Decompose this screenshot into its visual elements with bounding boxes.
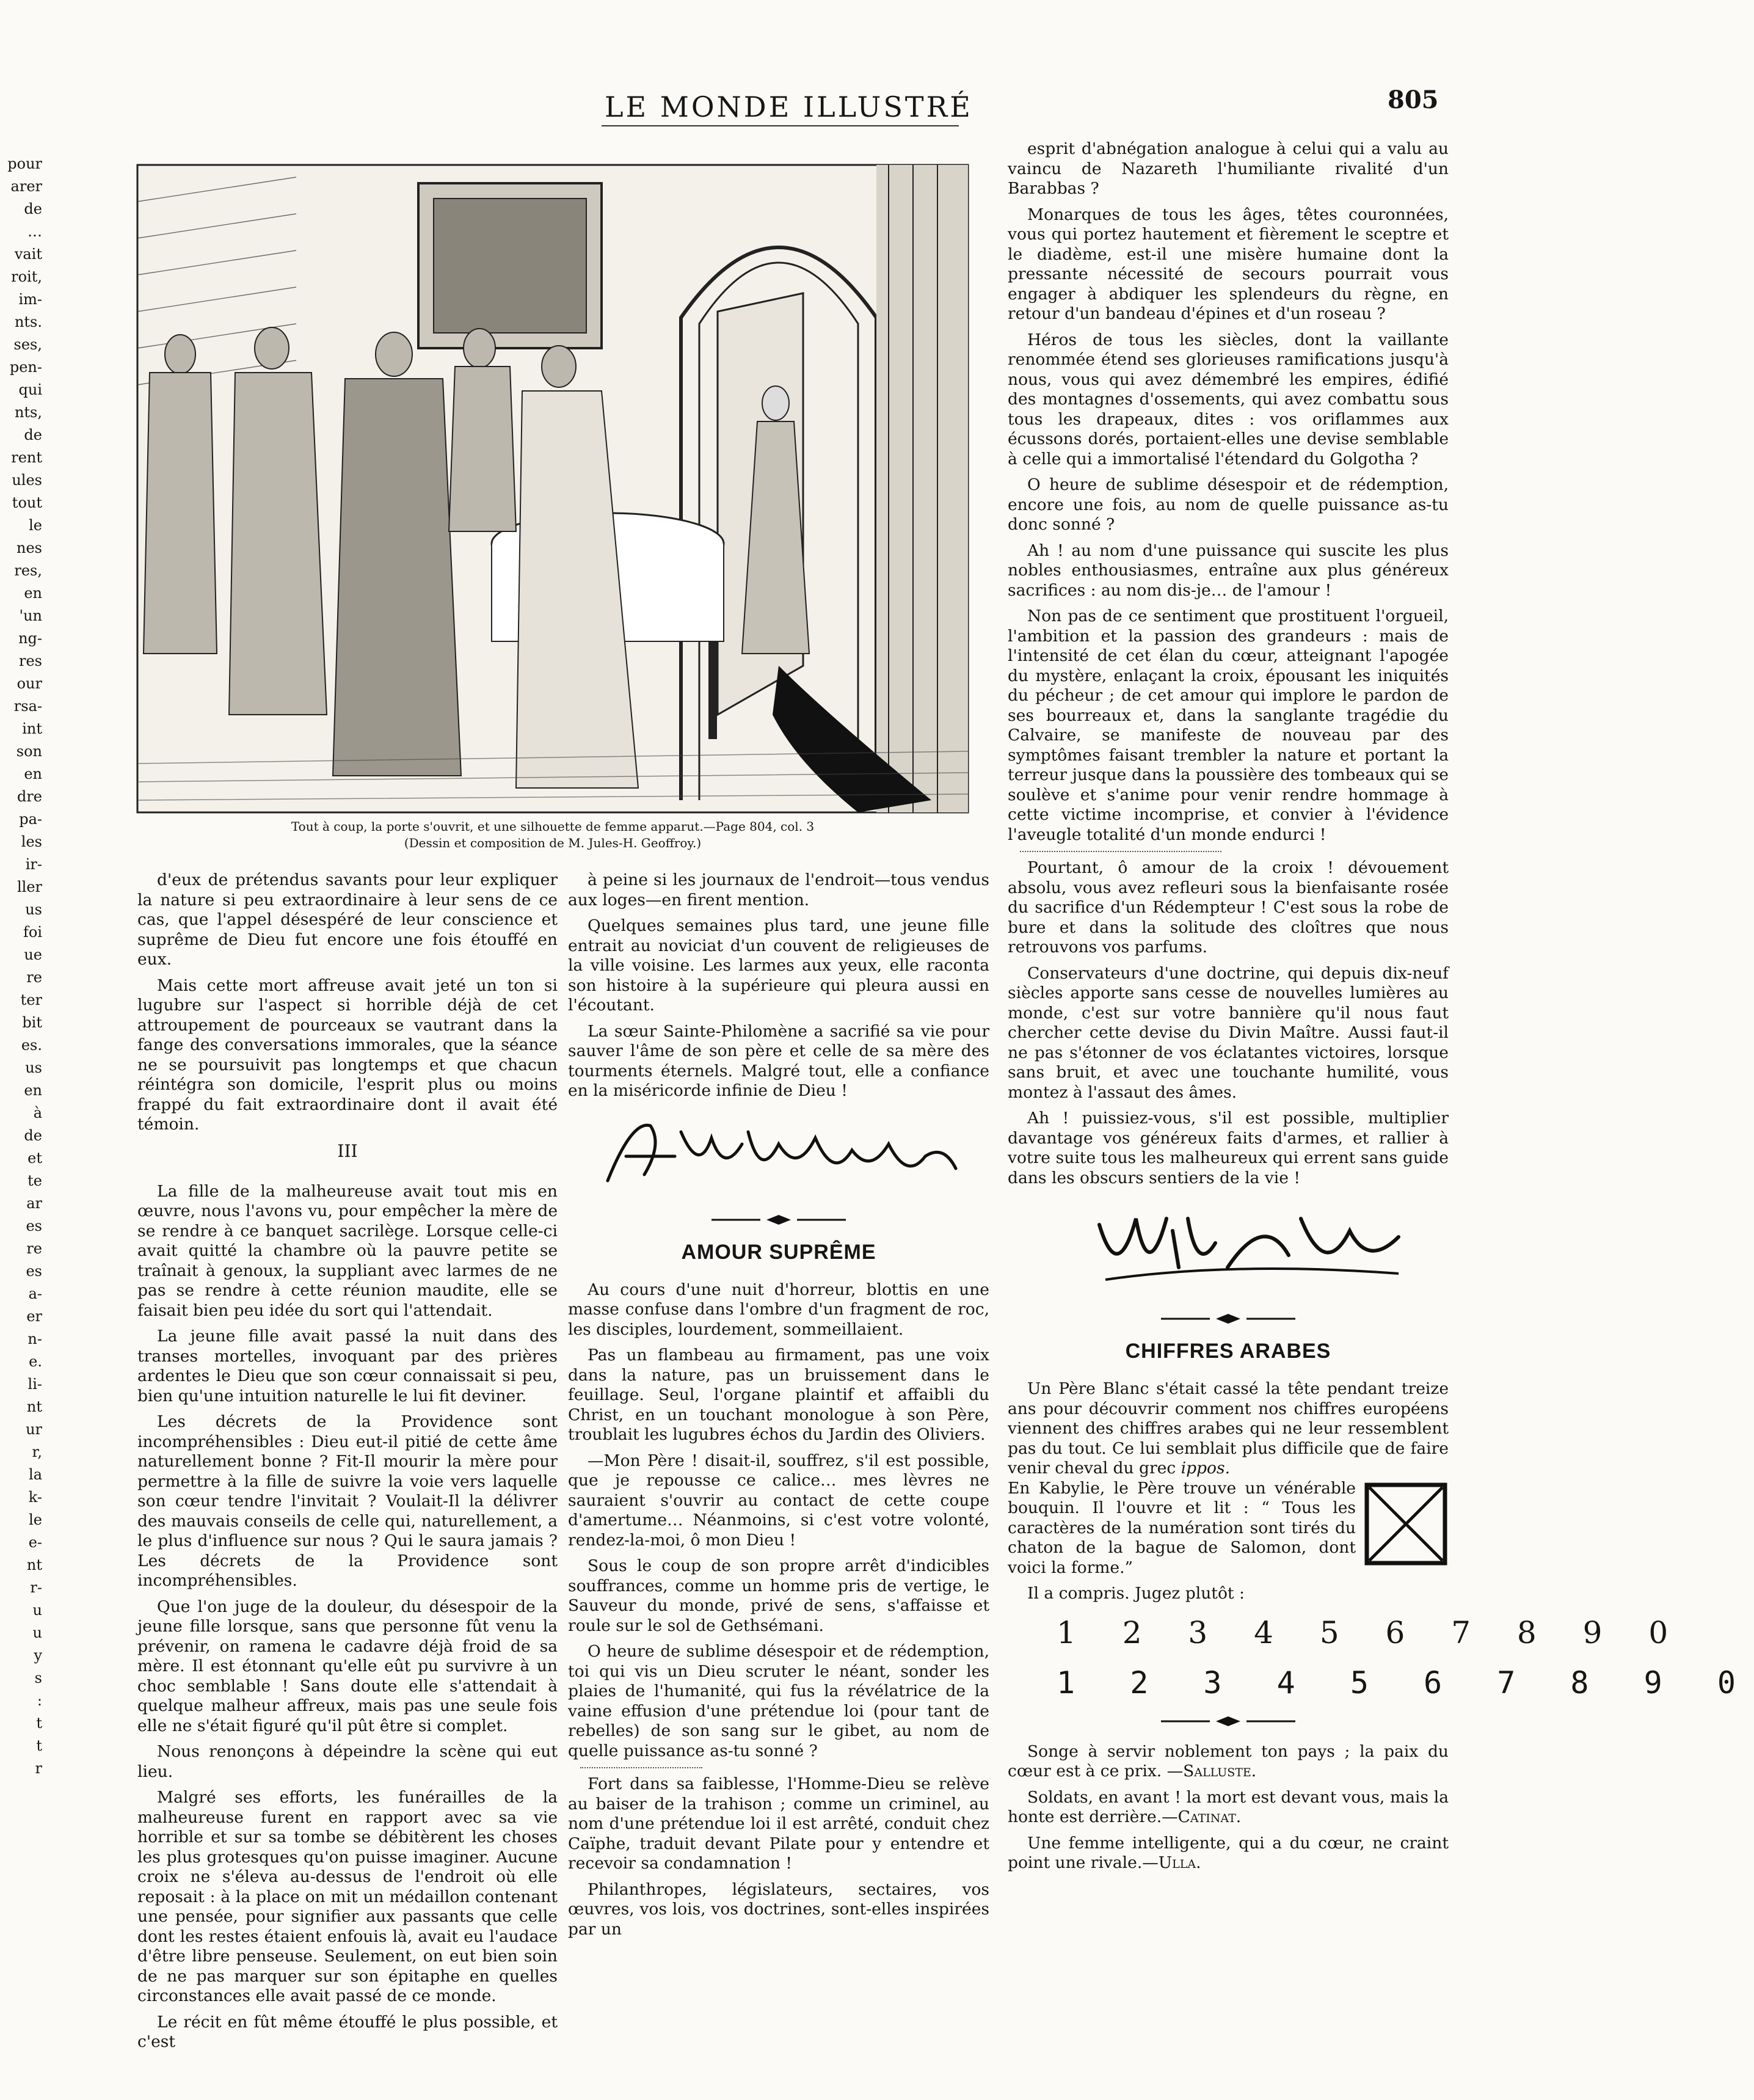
edge-fragment: re — [26, 969, 42, 986]
edge-fragment: r- — [30, 1579, 42, 1596]
edge-fragment: à — [33, 1104, 42, 1121]
paragraph: Les décrets de la Providence sont incompréhensibles : Dieu eut-il pitié de cette âme naturellement bonne ? Fit-Il mourir la mère pour permettre à la fille de suivre la voie vers laquelle son cœur tendre l'invitait ? Voulait-Il la délivrer des mauvais conseils de celle qui, naturellement, a le plus d'influence sur nous ? Qui le saura jamais ? Les décrets de la Providence sont incompréhensibles. — [137, 1412, 558, 1590]
edge-fragment: res, — [14, 562, 42, 579]
engraving-image — [137, 165, 968, 812]
col2-paragraphs-c — [568, 1774, 989, 1939]
edge-fragment: de — [24, 1127, 42, 1144]
illustration-caption — [137, 818, 968, 851]
edge-fragment: nts, — [14, 404, 42, 421]
dotted-rule — [580, 1767, 702, 1768]
edge-fragment: son — [16, 743, 42, 760]
column-1 — [137, 870, 558, 2058]
paragraph: Ah ! puissiez-vous, s'il est possible, multiplier davantage vos généreux faits d'armes, et rallier à votre suite tous les malheureux qui errent sans guide dans les obscurs sentiers de la vie ! — [1008, 1109, 1449, 1187]
paragraph: Malgré ses efforts, les funérailles de la malheureuse furent en rapport avec sa vie horrible et sur sa tombe se débitèrent les choses les plus grotesques qu'on puisse imaginer. Aucune croix ne s'éleva au-dessus de l'endroit où elle reposait : à la place on mit un médaillon contenant une pensée, pour signifier aux passants que celle dont les restes étaient enfouis là, avait eu l'audace d'être libre penseuse. Seulement, on eut bien soin de ne pas marquer sur son épitaphe en quelles circonstances elle avait passé de ce monde. — [137, 1788, 558, 2005]
paragraph: Conservateurs d'une doctrine, qui depuis dix-neuf siècles apporte sans cesse de nouvelles lumières au monde, c'est sur votre bannière qu'il nous faut chercher cette devise du Divin Maître. Aussi faut-il ne pas s'étonner de vos éclatantes victoires, lorsque sans bruit, et avec une touchante humilité, vous montez à l'assaut des âmes. — [1008, 963, 1449, 1102]
edge-fragment: les — [21, 833, 42, 850]
edge-fragment: rsa- — [13, 698, 42, 715]
edge-fragment: n- — [27, 1330, 42, 1347]
heading-chiffres-arabes: CHIFFRES ARABES — [1125, 1340, 1331, 1363]
edge-fragment: r, — [32, 1443, 42, 1460]
edge-fragment: qui — [18, 381, 42, 398]
edge-fragment: ir- — [25, 856, 42, 873]
paragraph: Le récit en fût même étouffé le plus possible, et c'est — [137, 2012, 558, 2051]
signature-locat — [1081, 1194, 1423, 1298]
edge-fragment: ar — [26, 1195, 42, 1212]
edge-fragment: la — [29, 1466, 42, 1483]
digits-row-1: 1 2 3 4 5 6 7 8 9 0 — [1057, 1614, 1687, 1650]
maxim-author: Ulla. — [1158, 1853, 1201, 1872]
paragraph: Monarques de tous les âges, têtes couronnées, vous qui portez hautement et fièrement le sceptre et le diadème, est-il une misère humaine dont la pressante nécessité de secours pourrait vous engager à abdiquer les splendeurs du règne, en retour d'un bandeau d'épines et d'un roseau ? — [1008, 205, 1449, 323]
edge-fragment: : — [37, 1692, 42, 1709]
arabes-paragraph-2: Il a compris. Jugez plutôt : — [1027, 1584, 1245, 1603]
edge-fragment: pour — [7, 155, 42, 172]
paragraph: La jeune fille avait passé la nuit dans des transes mortelles, invoquant par des prières ardentes le Dieu que son cœur connaissait si peu, bien qu'une intuition naturelle le lui fit deviner. — [137, 1327, 558, 1405]
paragraph: La fille de la malheureuse avait tout mis en œuvre, nous l'avons vu, pour empêcher la mère de se rendre à ce banquet sacrilège. Lorsque celle-ci avait quitté la chambre où la pauvre petite se traînait à genoux, la suppliant avec larmes de ne pas se rendre à cette réunion maudite, elle se faisait bien peu idée du sort qui l'attendait. — [137, 1181, 558, 1320]
edge-fragment: vait — [14, 246, 42, 263]
paragraph: Héros de tous les siècles, dont la vaillante renommée étend ses glorieuses ramifications jusqu'à nous, vous qui avez démembré les empires, édifié des montagnes d'ossements, qui avez combattu sous tous les drapeaux, dites : vos oriflammes aux écussons dorés, portaient-elles une devise semblable à celle qui a immortalisé l'étendard du Golgotha ? — [1008, 330, 1449, 468]
ornament-divider — [1161, 1313, 1295, 1325]
caption-line-1: Tout à coup, la porte s'ouvrit, et une silhouette de femme apparut.—Page 804, col. 3 — [291, 819, 815, 834]
paragraph: à peine si les journaux de l'endroit—tous vendus aux loges—en firent mention. — [568, 870, 989, 910]
edge-fragment: y — [34, 1647, 42, 1664]
edge-fragment: en — [24, 585, 42, 602]
edge-fragment: u — [32, 1602, 42, 1619]
paragraph: Pas un flambeau au firmament, pas une voix dans la nature, pas un bruissement dans le feuillage. Seul, l'organe plaintif et affaibli du Christ, en un touchant monologue à son Père, troublait les lugubres échos du Jardin des Oliviers. — [568, 1346, 989, 1444]
edge-fragment: k- — [28, 1489, 42, 1506]
edge-fragment: t — [36, 1737, 42, 1754]
edge-fragment: ter — [20, 991, 42, 1008]
edge-fragment: ue — [24, 946, 42, 963]
edge-fragment: r — [35, 1760, 42, 1777]
edge-fragment: im- — [18, 291, 42, 308]
paragraph: O heure de sublime désespoir et de rédemption, toi qui vis un Dieu scruter le néant, sonder les plaies de l'humanité, qui fus la révélatrice de la vaine effusion d'une prétendue loi (pour tant de rebelles) de son sang sur le gibet, au nom de quelle puissance as-tu sonné ? — [568, 1642, 989, 1760]
col1-paragraphs-b — [137, 1182, 558, 2052]
caption-line-2: (Dessin et composition de M. Jules-H. Geoffroy.) — [404, 836, 702, 850]
edge-fragment: us — [25, 1059, 42, 1076]
edge-fragment: pa- — [19, 811, 42, 828]
edge-fragment: a- — [28, 1285, 42, 1302]
edge-fragment: nt — [26, 1556, 42, 1573]
paragraph: Philanthropes, législateurs, sectaires, vos œuvres, vos lois, vos doctrines, sont-elles inspirées par un — [568, 1879, 989, 1939]
edge-fragment: nts. — [14, 313, 42, 330]
column-3 — [1008, 139, 1754, 1879]
page-header — [0, 0, 1507, 134]
section-number: III — [337, 1140, 358, 1161]
edge-fragment: es — [26, 1217, 42, 1234]
left-edge-fragments — [0, 153, 46, 1924]
illustration — [137, 165, 968, 812]
edge-fragment: ules — [12, 472, 42, 489]
heading-amour-supreme: AMOUR SUPRÊME — [681, 1240, 876, 1264]
edge-fragment: roit, — [11, 268, 42, 285]
paragraph: Fort dans sa faiblesse, l'Homme-Dieu se relève au baiser de la trahison ; comme un criminel, au nom d'une prétendue loi il est arrêté, conduit chez Caïphe, traduit devant Pilate pour y entendre et recevoir sa condamnation ! — [568, 1774, 989, 1873]
arabes-paragraph-1b: En Kabylie, le Père trouve un vénérable bouquin. Il l'ouvre et lit : “ Tous les caractères de la numération sont tirés du chaton de la bague de Salomon, dont voici la forme.” — [1008, 1478, 1356, 1577]
edge-fragment: … — [27, 223, 42, 240]
edge-fragment: te — [27, 1172, 42, 1189]
edge-fragment: our — [16, 675, 42, 692]
column-2 — [568, 870, 989, 1945]
paragraph: esprit d'abnégation analogue à celui qui a valu au vaincu de Nazareth l'humiliante rivalité d'un Barabbas ? — [1008, 139, 1449, 198]
edge-fragment: rent — [11, 449, 42, 466]
dotted-rule — [1020, 851, 1221, 852]
paragraph: Sous le coup de son propre arrêt d'indicibles souffrances, comme un homme pris de vertige, le Sauveur du monde, privé de sens, s'affaisse et roule sur le sol de Gethsémani. — [568, 1556, 989, 1635]
edge-fragment: en — [24, 765, 42, 782]
edge-fragment: nes — [16, 539, 42, 556]
edge-fragment: es. — [21, 1037, 42, 1054]
edge-fragment: 'un — [19, 607, 42, 624]
paragraph: La sœur Sainte-Philomène a sacrifié sa vie pour sauver l'âme de son père et celle de sa mère des tourments éternels. Malgré tout, elle a confiance en la miséricorde infinie de Dieu ! — [568, 1021, 989, 1100]
edge-fragment: et — [27, 1150, 42, 1167]
edge-fragment: us — [25, 901, 42, 918]
edge-fragment: ses, — [13, 336, 42, 353]
edge-fragment: e- — [28, 1534, 42, 1551]
edge-fragment: de — [24, 426, 42, 443]
edge-fragment: en — [24, 1082, 42, 1099]
maxim: Soldats, en avant ! la mort est devant vous, mais la honte est derrière.—Catinat. — [1008, 1787, 1449, 1826]
edge-fragment: t — [36, 1715, 42, 1732]
digits-row-2: 1 2 3 4 5 6 7 8 9 0 — [1057, 1664, 1754, 1701]
edge-fragment: er — [26, 1308, 42, 1325]
edge-fragment: int — [22, 720, 42, 737]
ornament-divider — [711, 1214, 846, 1226]
paragraph: Ah ! au nom d'une puissance qui suscite les plus nobles enthousiasmes, entraîne aux plus généreux sacrifices : au nom dis-je… de l'amour ! — [1008, 541, 1449, 600]
col2-paragraphs-a — [568, 870, 989, 1101]
maxim: Une femme intelligente, qui a du cœur, ne craint point une rivale.—Ulla. — [1008, 1833, 1449, 1872]
paragraph: Mais cette mort affreuse avait jeté un ton si lugubre sur l'aspect si horrible déjà de cet attroupement de pourceaux se vautrant dans la fange des conversations immorales, que la séance ne se poursuivit pas longtemps et que chacun réintégra son domicile, l'esprit plus ou moins frappé du fait extraordinaire dont il avait été témoin. — [137, 975, 558, 1134]
edge-fragment: dre — [16, 788, 42, 805]
header-rule — [602, 125, 959, 126]
paragraph: Au cours d'une nuit d'horreur, blottis en une masse confuse dans l'ombre d'un fragment de roc, les disciples, lourdement, sommeillaient. — [568, 1280, 989, 1339]
maxim-author: Salluste. — [1183, 1762, 1257, 1781]
edge-fragment: e. — [29, 1353, 42, 1370]
maxim: Songe à servir noblement ton pays ; la paix du cœur est à ce prix. —Salluste. — [1008, 1741, 1449, 1781]
paragraph: Nous renonçons à dépeindre la scène qui eut lieu. — [137, 1742, 558, 1781]
maxims — [1008, 1742, 1449, 1873]
edge-fragment: li- — [27, 1376, 42, 1393]
edge-fragment: ng- — [18, 630, 42, 647]
col2-paragraphs-b — [568, 1280, 989, 1762]
edge-fragment: pen- — [9, 359, 42, 376]
col3-paragraphs-b — [1008, 858, 1449, 1188]
maxim-author: Catinat. — [1177, 1807, 1242, 1826]
edge-fragment: res — [19, 652, 42, 669]
paragraph: d'eux de prétendus savants pour leur expliquer la nature si peu extraordinaire à leur sens de ce cas, que l'appel désespéré de leur conscience et suprême de Dieu fut encore une fois étouffé en eux. — [137, 870, 558, 969]
paragraph: Que l'on juge de la douleur, du désespoir de la jeune fille lorsque, sans que personne fût venu la prévenir, on ramena le cadavre déjà froid de sa mère. Il est étonnant qu'elle eût pu survivre à un choc semblable ! Sans doute elle s'attendait à quelque malheur affreux, mais pas une seule fois elle ne s'était figuré qu'il pût être si complet. — [137, 1597, 558, 1735]
edge-fragment: ller — [16, 878, 42, 895]
edge-fragment: le — [29, 517, 42, 534]
ornament-divider — [1161, 1715, 1295, 1727]
masthead: LE MONDE ILLUSTRÉ — [605, 90, 973, 123]
paragraph: Quelques semaines plus tard, une jeune fille entrait au noviciat d'un couvent de religieuses de la ville voisine. Les larmes aux yeux, elle raconta son histoire à la supérieure qui pleura aussi en l'écoutant. — [568, 916, 989, 1015]
edge-fragment: es — [26, 1263, 42, 1280]
col1-paragraphs-a — [137, 870, 558, 1135]
edge-fragment: u — [32, 1624, 42, 1641]
arabes-paragraph-1: Un Père Blanc s'était cassé la tête pendant treize ans pour découvrir comment nos chiffres européens viennent des chiffres arabes qui ne leur ressemblent pas du tout. Ce lui semblait plus difficile que de faire venir cheval du grec ippos. — [1008, 1379, 1449, 1478]
paragraph: —Mon Père ! disait-il, souffrez, s'il est possible, que je repousse ce calice… mes lèvres ne sauraient s'ouvrir au contact de cette coupe d'amertume… Néanmoins, si c'est votre volonté, rendez-la-moi, ô mon Dieu ! — [568, 1451, 989, 1550]
edge-fragment: arer — [10, 178, 42, 195]
paragraph: Non pas de ce sentiment que prostituent l'orgueil, l'ambition et la passion des grandeurs : mais de l'intensité de cet élan du cœur, atteignant l'apogée du mystère, enlaçant la croix, épousant les iniquités du pécheur ; de cet amour qui implore le pardon de ses bourreaux et, dans la sanglante tragédie du Calvaire, se manifeste de nouveau par des symptômes faisant trembler la nature et portant la terreur jusque dans la poussière des tombeaux qui se soulève et s'anime pour venir rendre hommage à cette victime incomprise, et convier à l'évidence l'aveugle totalité d'un monde endurci ! — [1008, 607, 1449, 844]
solomon-ring-square-icon — [1363, 1481, 1449, 1567]
edge-fragment: ur — [26, 1421, 42, 1438]
edge-fragment: bit — [22, 1014, 42, 1031]
edge-fragment: tout — [12, 494, 42, 511]
edge-fragment: de — [24, 200, 42, 217]
col3-paragraphs-a — [1008, 139, 1449, 845]
page-number: 805 — [1388, 86, 1439, 114]
paragraph: O heure de sublime désespoir et de rédemption, encore une fois, au nom de quelle puissance as-tu donc sonné ? — [1008, 475, 1449, 534]
paragraph: Pourtant, ô amour de la croix ! dévouement absolu, vous avez refleuri sous la bienfaisante rosée du sacrifice d'un Rédempteur ! C'est sous la robe de bure et dans la solitude des cloîtres que nous retrouvons vos parfums. — [1008, 858, 1449, 957]
arabes-block — [1008, 1379, 1754, 1701]
edge-fragment: foi — [23, 924, 42, 941]
edge-fragment: s — [34, 1669, 42, 1686]
edge-fragment: le — [29, 1511, 42, 1528]
edge-fragment: nt — [26, 1398, 42, 1415]
edge-fragment: re — [26, 1240, 42, 1257]
signature-fremaudy — [583, 1107, 974, 1199]
